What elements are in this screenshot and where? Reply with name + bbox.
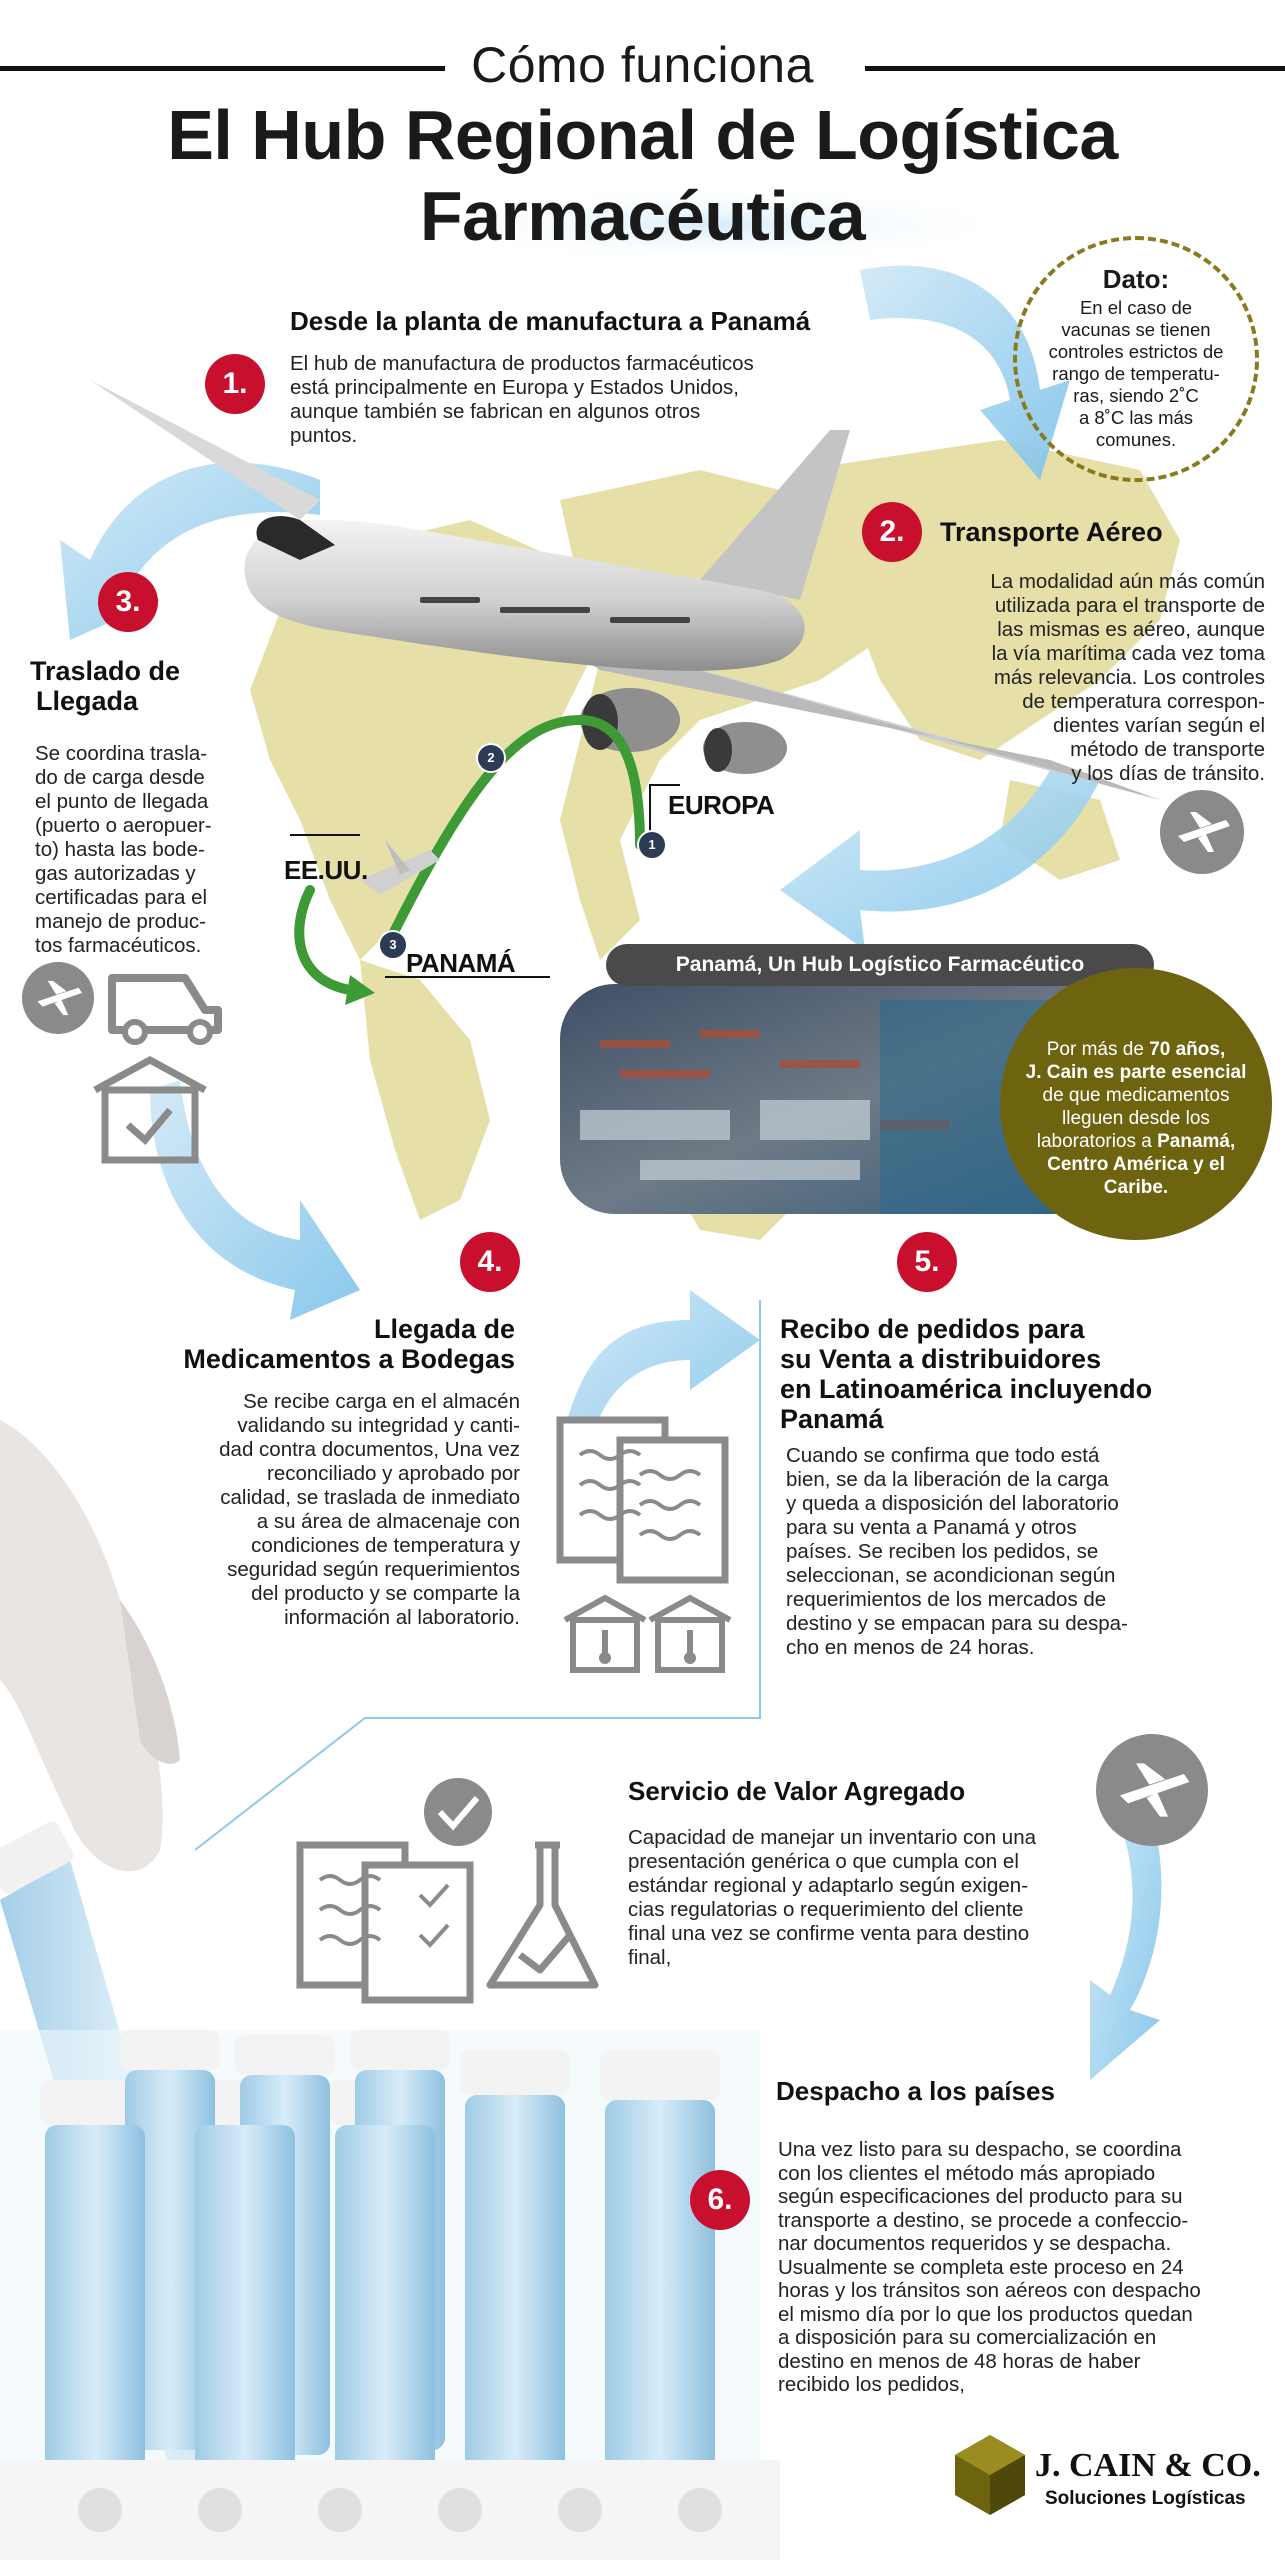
fact-text: En el caso de vacunas se tienen controles estrictos de rango de temperatu- ras, siendo 2˚C a 8˚C las más comunes. [1048,297,1224,450]
page-title-line1: El Hub Regional de Logística [167,96,1118,174]
hub-highlight-run: Caribe. [1103,1177,1169,1198]
brand-tagline: Soluciones Logísticas [1045,2488,1246,2509]
hub-highlight-line [1000,1176,1272,1199]
check-circle-icon [424,1778,492,1846]
hub-highlight-line [1000,1107,1272,1130]
step-4-title: Llegada de Medicamentos a Bodegas [183,1314,515,1374]
hub-highlight-run: Centro América y el [1047,1154,1225,1175]
hub-highlight-run: lleguen desde los [1062,1108,1210,1129]
value-added-text: Capacidad de manejar un inventario con una presentación genérica o que cumpla con el estándar regional y adaptarlo según exigen- cias regulatorias o requerimiento del cliente final una vez se confirme venta para destino final, [628,1826,1036,1969]
route-marker-1: 1 [637,830,667,860]
hub-highlight-circle [1000,968,1272,1240]
flask-icon [490,1845,595,1985]
airplane-circle-icon-bottom [1096,1734,1208,1846]
hub-highlight-line [1000,1084,1272,1107]
step-6-title: Despacho a los países [776,2076,1055,2106]
map-label-europe: EUROPA [668,790,775,820]
documents-check-icon [300,1845,470,2000]
step-2-text: La modalidad aún más común utilizada para el transporte de las mismas es aéreo, aunque la vía marítima cada vez toma más relevancia. Los controles de temperatura correspon- dientes varían según el método de transporte y los días de tránsito. [990,570,1265,785]
page-subtitle: Cómo funciona [0,36,1285,94]
hub-highlight-run: 70 años, [1149,1039,1226,1060]
fact-bubble [1013,236,1259,482]
step-6-badge: 6. [690,2170,750,2230]
hub-highlight-run: laboratorios a [1036,1131,1158,1152]
page-title-line2: Farmacéutica [419,177,866,255]
vials-illustration [0,2030,780,2560]
hub-highlight-line [1000,1130,1272,1153]
hub-highlight-line [1000,1061,1272,1084]
glove-hand-illustration [0,1420,180,1871]
step-2-title: Transporte Aéreo [940,517,1163,547]
step-5-badge: 5. [897,1232,957,1292]
map-label-panama: PANAMÁ [406,948,516,978]
step-5-title: Recibo de pedidos para su Venta a distribuidores en Latinoamérica incluyendo Panamá [780,1314,1153,1434]
value-added-title: Servicio de Valor Agregado [628,1776,966,1806]
step-4-badge: 4. [460,1232,520,1292]
hub-title-bar: Panamá, Un Hub Logístico Farmacéutico [606,944,1154,986]
map-label-usa: EE.UU. [284,855,368,885]
step-1-title: Desde la planta de manufactura a Panamá [290,306,811,336]
hub-highlight-run: Panamá, [1157,1131,1236,1152]
airplane-circle-icon-right [1160,790,1244,874]
step-3-badge: 3. [98,572,158,632]
step-3-title: Traslado de Llegada [30,656,181,716]
step-2-badge: 2. [862,502,922,562]
hub-highlight-run: de que medicamentos [1042,1085,1230,1106]
fact-title: Dato: [1102,264,1170,294]
hub-highlight-line [1000,1153,1272,1176]
airplane-circle-icon-left [22,962,94,1034]
hub-highlight-line [1000,1038,1272,1061]
arrow-left-down [150,1080,360,1320]
warehouse-thermometer-icon [565,1598,730,1670]
step-1-text: El hub de manufactura de productos farmacéuticos está principalmente en Europa y Estados Unidos, aunque también se fabrican en algunos otros puntos. [290,352,754,447]
route-marker-2: 2 [476,743,506,773]
brand-name: J. CAIN & CO. [1035,2447,1261,2484]
documents-icon [560,1420,725,1580]
step-5-text: Cuando se confirma que todo está bien, se da la liberación de la carga y queda a disposición del laboratorio para su venta a Panamá y otros países. Se reciben los pedidos, se seleccionan, se acondicionan según requerimientos de los mercados de destino y se empacan para su despa- cho en menos de 24 horas. [786,1444,1128,1659]
hub-highlight-run: Por más de [1046,1039,1150,1060]
brand-logo-mark [955,2435,1025,2515]
step-1-badge: 1. [205,354,265,414]
hub-highlight-text [1000,1038,1272,1199]
step-4-text: Se recibe carga en el almacén validando su integridad y canti- dad contra documentos, Una vez reconciliado y aprobado por calidad, se traslada de inmediato a su área de almacenaje con condiciones de temperatura y seguridad según requerimientos del producto y se comparte la información al laboratorio. [219,1390,520,1629]
step-3-text: Se coordina trasla- do de carga desde el punto de llegada (puerto o aeropuer- to) hasta las bode- gas autorizadas y certificadas para el manejo de produc- tos farmacéuticos. [35,742,212,957]
step-6-text: Una vez listo para su despacho, se coordina con los clientes el método más apropiado según especificaciones del producto para su transporte a destino, se procede a confeccio- nar documentos requeridos y se despacha. Usualmente se completa este proceso en 24 horas y los tránsitos son aéreos con despacho el mismo día por lo que los productos quedan a disposición para su comercialización en destino en menos de 48 horas de haber recibido los pedidos, [778,2138,1201,2396]
hub-highlight-run: J. Cain es parte esencial [1025,1062,1247,1083]
route-marker-3: 3 [378,930,408,960]
